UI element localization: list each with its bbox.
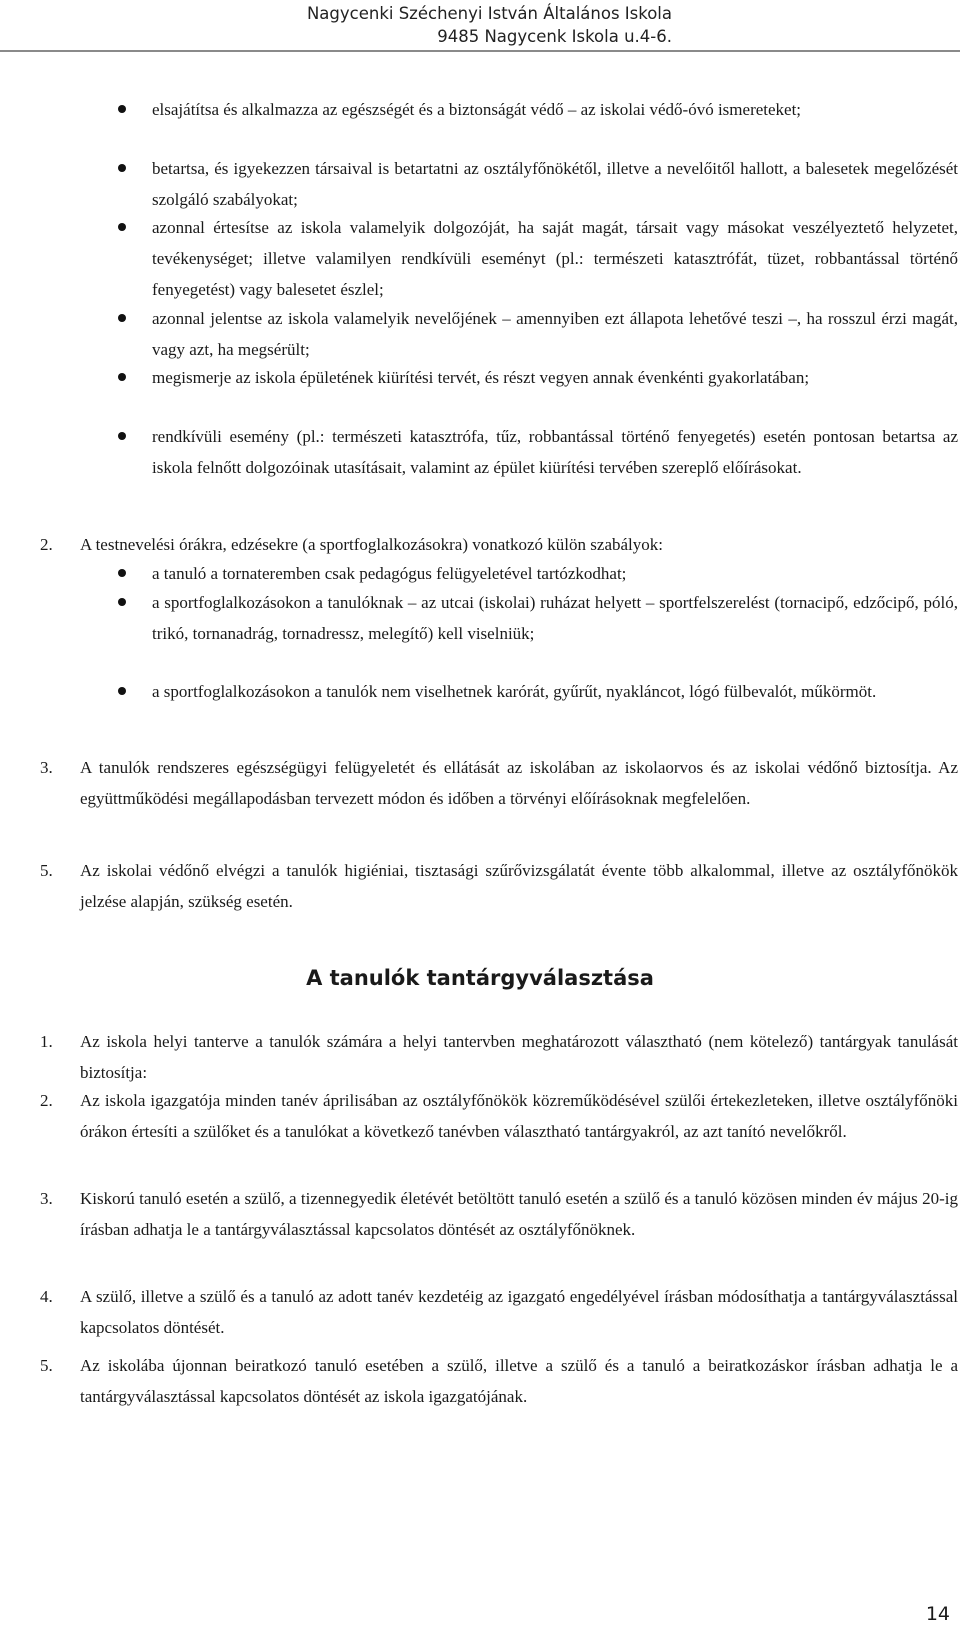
item-number: 4. (40, 1287, 53, 1306)
item-number: 1. (40, 1032, 53, 1051)
numbered-item (40, 752, 958, 814)
numbered-item (40, 855, 958, 917)
numbered-item (40, 1281, 958, 1343)
item-text: A tanulók rendszeres egészségügyi felügyeletét és ellátását az iskolában az iskolaorvos és az iskolai védőnő biztosítja. Az együttműködési megállapodásban tervezett módon és időben a törvényi előírásoknak megfelelően. (80, 758, 958, 808)
numbered-item (40, 1183, 958, 1245)
item-number: 2. (40, 535, 53, 554)
list-item: a sportfoglalkozásokon a tanulóknak – az utcai (iskolai) ruházat helyett – sportfelszerelést (tornacipő, edzőcipő, póló, trikó, tornanadrág, tornadressz, melegítő) kell viselniük; (152, 587, 958, 649)
numbered-item (40, 1085, 958, 1147)
numbered-item (40, 1026, 958, 1088)
list-item: rendkívüli esemény (pl.: természeti katasztrófa, tűz, robbantással történő fenyegetés) esetén pontosan betartsa az iskola felnőtt dolgozóinak utasításait, valamint az épület kiürítési tervében szereplő előírásokat. (152, 421, 958, 483)
numbered-item (40, 529, 958, 560)
header-rule (0, 50, 960, 52)
school-address: 9485 Nagycenk Iskola u.4-6. (437, 27, 672, 46)
item-text: Az iskolai védőnő elvégzi a tanulók higiéniai, tisztasági szűrővizsgálatát évente több alkalommal, illetve az osztályfőnökök jelzése alapján, szükség esetén. (80, 861, 958, 911)
list-item: a tanuló a tornateremben csak pedagógus felügyeletével tartózkodhat; (152, 558, 958, 589)
item-text: Az iskolába újonnan beiratkozó tanuló esetében a szülő, illetve a szülő és a tanuló a beiratkozáskor írásban adhatja le a tantárgyválasztással kapcsolatos döntését az iskola igazgatójának. (80, 1356, 958, 1406)
item-number: 3. (40, 758, 53, 777)
list-item: azonnal jelentse az iskola valamelyik nevelőjének – amennyiben ezt állapota lehetővé teszi –, ha rosszul érzi magát, vagy azt, ha megsérült; (152, 303, 958, 365)
list-item: betartsa, és igyekezzen társaival is betartatni az osztályfőnökétől, illetve a nevelőitől hallott, a balesetek megelőzését szolgáló szabályokat; (152, 153, 958, 215)
numbered-item (40, 1350, 958, 1412)
item-text: Kiskorú tanuló esetén a szülő, a tizennegyedik életévét betöltött tanuló esetén a szülő és a tanuló közösen minden év május 20-ig írásban adhatja le a tantárgyválasztással kapcsolatos döntését az osztályfőnöknek. (80, 1189, 958, 1239)
item-number: 3. (40, 1189, 53, 1208)
section-heading: A tanulók tantárgyválasztása (306, 966, 654, 990)
list-item: megismerje az iskola épületének kiürítési tervét, és részt vegyen annak évenkénti gyakorlatában; (152, 362, 958, 393)
item-number: 5. (40, 861, 53, 880)
item-number: 5. (40, 1356, 53, 1375)
page-number: 14 (925, 1603, 950, 1625)
item-text: A szülő, illetve a szülő és a tanuló az adott tanév kezdetéig az igazgató engedélyével írásban módosíthatja a tantárgyválasztással kapcsolatos döntését. (80, 1287, 958, 1337)
page-header (0, 0, 960, 56)
list-item: elsajátítsa és alkalmazza az egészségét és a biztonságát védő – az iskolai védő-óvó ismereteket; (152, 94, 958, 125)
school-name: Nagycenki Széchenyi István Általános Iskola (306, 4, 672, 23)
item-text: Az iskola helyi tanterve a tanulók számára a helyi tantervben meghatározott választható (nem kötelező) tantárgyak tanulását biztosítja: (80, 1032, 958, 1082)
list-item: azonnal értesítse az iskola valamelyik dolgozóját, ha saját magát, társait vagy másokat veszélyeztető helyzetet, tevékenységet; illetve valamilyen rendkívüli eseményt (pl.: természeti katasztrófát, tüzet, robbantással történő fenyegetést) vagy balesetet észlel; (152, 212, 958, 305)
list-item: a sportfoglalkozásokon a tanulók nem viselhetnek karórát, gyűrűt, nyakláncot, lógó fülbevalót, műkörmöt. (152, 676, 958, 707)
item-text: A testnevelési órákra, edzésekre (a sportfoglalkozásokra) vonatkozó külön szabályok: (80, 535, 663, 554)
item-number: 2. (40, 1091, 53, 1110)
item-text: Az iskola igazgatója minden tanév áprilisában az osztályfőnökök közreműködésével szülői értekezleteken, illetve osztályfőnöki órákon értesíti a szülőket és a tanulókat a következő tanévben választható tantárgyakról, az azt tanító nevelőkről. (80, 1091, 958, 1141)
